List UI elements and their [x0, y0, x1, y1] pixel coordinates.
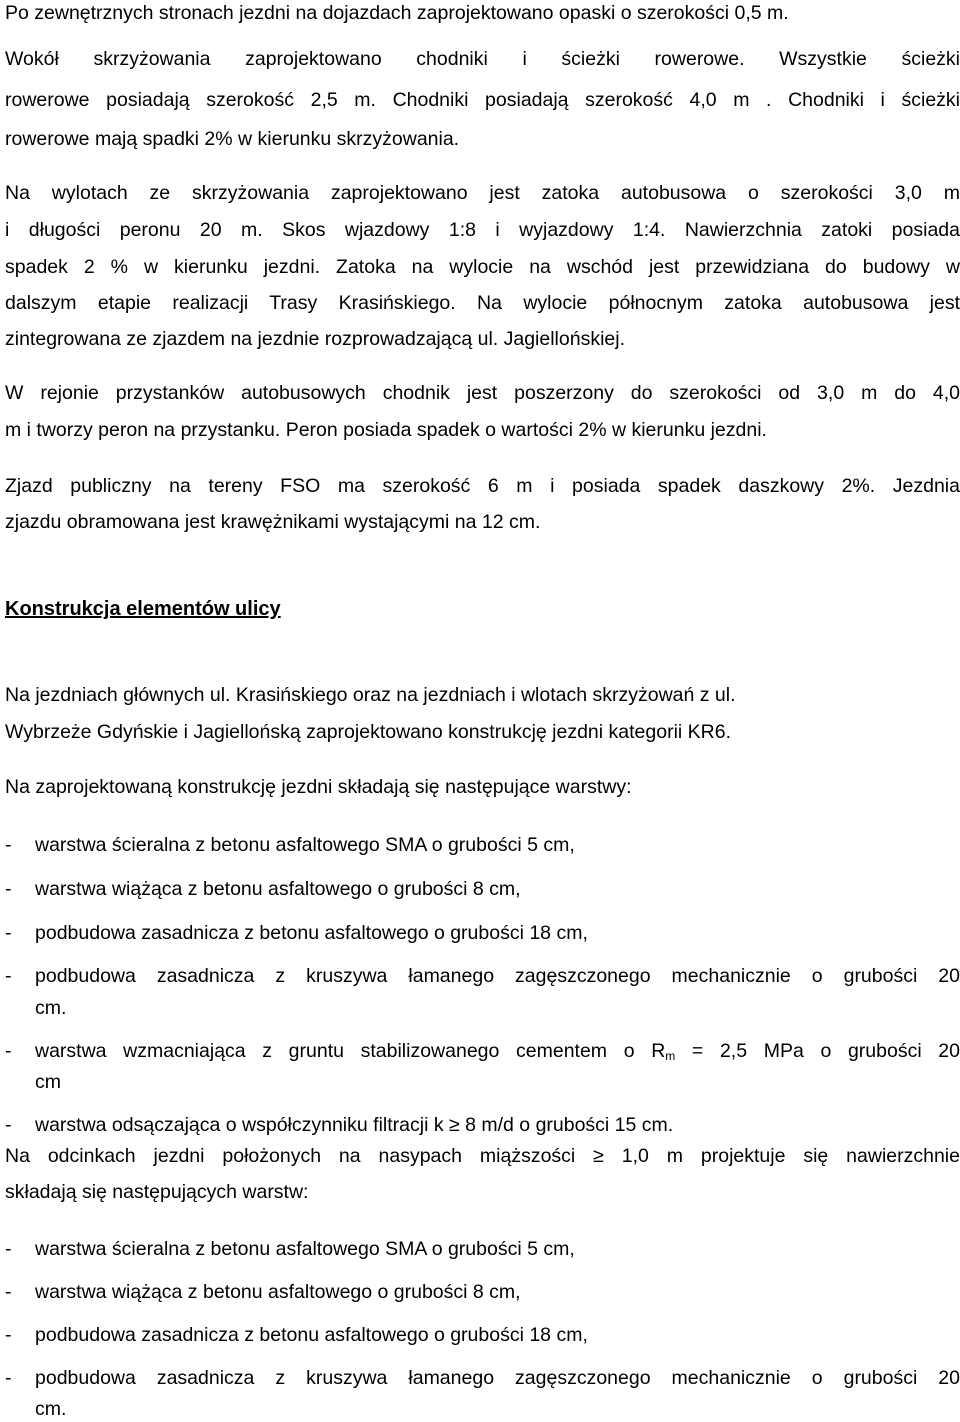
- list-item-continuation: cm.: [35, 1398, 67, 1420]
- paragraph-line: Na zaprojektowaną konstrukcję jezdni składają się następujące warstwy:: [5, 776, 632, 798]
- list-bullet: -: [5, 1040, 12, 1062]
- list-bullet: -: [5, 878, 12, 900]
- list-bullet: -: [5, 1281, 12, 1303]
- list-item: warstwa wiążąca z betonu asfaltowego o grubości 8 cm,: [35, 1281, 521, 1303]
- list-item-continuation: cm: [35, 1071, 61, 1093]
- paragraph-line: Na wylotach ze skrzyżowania zaprojektowano jest zatoka autobusowa o szerokości 3,0 m: [5, 182, 960, 204]
- list-item: podbudowa zasadnicza z kruszywa łamanego zagęszczonego mechanicznie o grubości 20: [35, 1367, 960, 1389]
- list-item-continuation: cm.: [35, 997, 67, 1019]
- list-bullet: -: [5, 922, 12, 944]
- paragraph-line: Na jezdniach głównych ul. Krasińskiego oraz na jezdniach i wlotach skrzyżowań z ul.: [5, 684, 736, 706]
- section-heading: Konstrukcja elementów ulicy: [5, 598, 281, 620]
- paragraph-line: zjazdu obramowana jest krawężnikami wystającymi na 12 cm.: [5, 511, 541, 533]
- list-bullet: -: [5, 1238, 12, 1260]
- paragraph-line: rowerowe mają spadki 2% w kierunku skrzyżowania.: [5, 128, 460, 150]
- list-item: podbudowa zasadnicza z betonu asfaltowego o grubości 18 cm,: [35, 922, 588, 944]
- list-item: warstwa odsączająca o współczynniku filtracji k ≥ 8 m/d o grubości 15 cm.: [35, 1114, 674, 1136]
- paragraph-line: Wybrzeże Gdyńskie i Jagiellońską zaprojektowano konstrukcję jezdni kategorii KR6.: [5, 721, 732, 743]
- paragraph-line: Wokół skrzyżowania zaprojektowano chodniki i ścieżki rowerowe. Wszystkie ścieżki: [5, 48, 960, 70]
- paragraph-line: spadek 2 % w kierunku jezdni. Zatoka na wylocie na wschód jest przewidziana do budowy w: [5, 256, 960, 278]
- list-item: warstwa ścieralna z betonu asfaltowego SMA o grubości 5 cm,: [35, 834, 575, 856]
- list-bullet: -: [5, 965, 12, 987]
- list-item: podbudowa zasadnicza z kruszywa łamanego zagęszczonego mechanicznie o grubości 20: [35, 965, 960, 987]
- paragraph-line: i długości peronu 20 m. Skos wjazdowy 1:8 i wyjazdowy 1:4. Nawierzchnia zatoki posiada: [5, 219, 960, 241]
- paragraph-line: składają się następujących warstw:: [5, 1181, 309, 1203]
- list-bullet: -: [5, 834, 12, 856]
- paragraph-line: zintegrowana ze zjazdem na jezdnie rozprowadzającą ul. Jagiellońskiej.: [5, 328, 626, 350]
- paragraph-line: Po zewnętrznych stronach jezdni na dojazdach zaprojektowano opaski o szerokości 0,5 m.: [5, 2, 789, 24]
- paragraph-line: W rejonie przystanków autobusowych chodnik jest poszerzony do szerokości od 3,0 m do 4,0: [5, 382, 960, 404]
- list-item: warstwa ścieralna z betonu asfaltowego SMA o grubości 5 cm,: [35, 1238, 575, 1260]
- paragraph-line: Zjazd publiczny na tereny FSO ma szerokość 6 m i posiada spadek daszkowy 2%. Jezdnia: [5, 475, 960, 497]
- paragraph-line: m i tworzy peron na przystanku. Peron posiada spadek o wartości 2% w kierunku jezdni.: [5, 419, 767, 441]
- list-item: podbudowa zasadnicza z betonu asfaltowego o grubości 18 cm,: [35, 1324, 588, 1346]
- list-item-text: warstwa wzmacniająca z gruntu stabilizowanego cementem o R: [35, 1040, 666, 1062]
- list-item: [35, 1042, 960, 1062]
- list-item-text: = 2,5 MPa o grubości 20: [675, 1040, 960, 1062]
- list-bullet: -: [5, 1324, 12, 1346]
- list-item: warstwa wiążąca z betonu asfaltowego o grubości 8 cm,: [35, 878, 521, 900]
- subscript: m: [665, 1049, 676, 1063]
- paragraph-line: rowerowe posiadają szerokość 2,5 m. Chodniki posiadają szerokość 4,0 m . Chodniki i ścieżki: [5, 89, 960, 111]
- list-bullet: -: [5, 1114, 12, 1136]
- paragraph-line: dalszym etapie realizacji Trasy Krasińskiego. Na wylocie północnym zatoka autobusowa jest: [5, 292, 960, 314]
- paragraph-line: Na odcinkach jezdni położonych na nasypach miąższości ≥ 1,0 m projektuje się nawierzchnie: [5, 1145, 960, 1167]
- list-bullet: -: [5, 1367, 12, 1389]
